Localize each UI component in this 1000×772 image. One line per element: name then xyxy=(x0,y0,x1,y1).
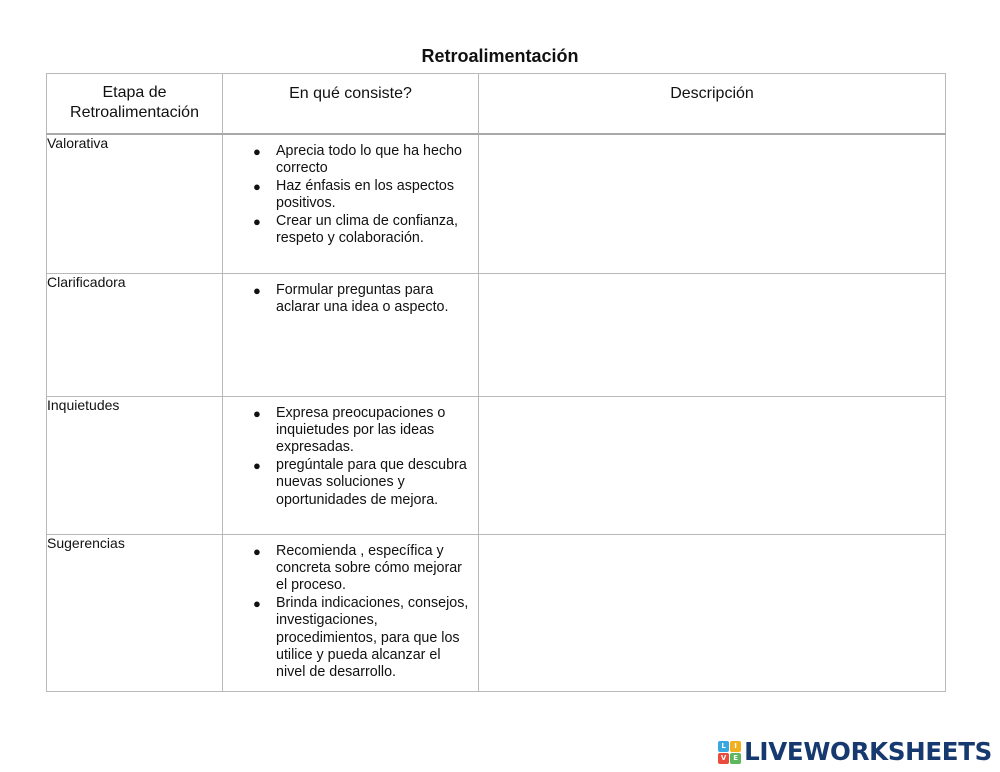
bullet-icon: ● xyxy=(253,543,261,559)
list-item: ● Recomienda , específica y concreta sobre cómo mejorar el proceso. xyxy=(253,542,462,594)
header-description xyxy=(479,74,946,135)
list-item: ● Crear un clima de confianza, respeto y colaboración. xyxy=(253,212,458,247)
table-row xyxy=(47,134,946,273)
points-cell xyxy=(223,396,479,534)
list-item: ● Brinda indicaciones, consejos, investigaciones, procedimientos, para que los utilice y pueda alcanzar el nivel de desarrollo. xyxy=(253,594,469,681)
logo-text: LIVEWORKSHEETS xyxy=(744,737,992,766)
header-consists xyxy=(223,74,479,135)
header-consists-label: En qué consiste? xyxy=(289,85,412,102)
points-list xyxy=(223,535,478,682)
list-item: ● Expresa preocupaciones o inquietudes por las ideas expresadas. xyxy=(253,404,446,456)
list-item: ● Haz énfasis en los aspectos positivos. xyxy=(253,177,455,212)
bullet-icon: ● xyxy=(253,144,261,159)
list-item: ● pregúntale para que descubra nuevas soluciones y oportunidades de mejora. xyxy=(253,456,467,508)
feedback-table xyxy=(46,73,946,692)
description-cell[interactable] xyxy=(479,134,946,273)
points-cell xyxy=(223,534,479,691)
points-list xyxy=(223,274,478,317)
stage-cell: Inquietudes xyxy=(47,396,223,534)
list-item: ● Formular preguntas para aclarar una idea o aspecto. xyxy=(253,281,449,315)
list-item: ● Aprecia todo lo que ha hecho correcto xyxy=(253,143,462,177)
liveworksheets-logo xyxy=(718,737,992,767)
stage-cell: Sugerencias xyxy=(47,534,223,691)
points-list xyxy=(223,397,478,509)
bullet-icon: ● xyxy=(253,405,261,421)
description-cell[interactable] xyxy=(479,273,946,396)
bullet-icon: ● xyxy=(253,282,261,298)
worksheet-title: Retroalimentación xyxy=(421,46,579,66)
table-row xyxy=(47,396,946,534)
stage-cell: Clarificadora xyxy=(47,273,223,396)
bullet-icon: ● xyxy=(253,595,261,611)
bullet-icon: ● xyxy=(253,457,261,473)
stage-cell: Valorativa xyxy=(47,134,223,273)
table-row xyxy=(47,273,946,396)
table-row xyxy=(47,534,946,691)
bullet-icon: ● xyxy=(253,213,261,229)
header-stage xyxy=(47,74,223,135)
points-cell xyxy=(223,134,479,273)
points-list xyxy=(223,135,478,247)
liveworksheets-logo-icon: L I V E xyxy=(718,741,741,764)
points-cell xyxy=(223,273,479,396)
description-cell[interactable] xyxy=(479,534,946,691)
table-header-row xyxy=(47,74,946,135)
header-stage-label: Etapa de Retroalimentación xyxy=(70,84,199,121)
description-cell[interactable] xyxy=(479,396,946,534)
bullet-icon: ● xyxy=(253,178,261,194)
header-description-label: Descripción xyxy=(670,85,754,102)
